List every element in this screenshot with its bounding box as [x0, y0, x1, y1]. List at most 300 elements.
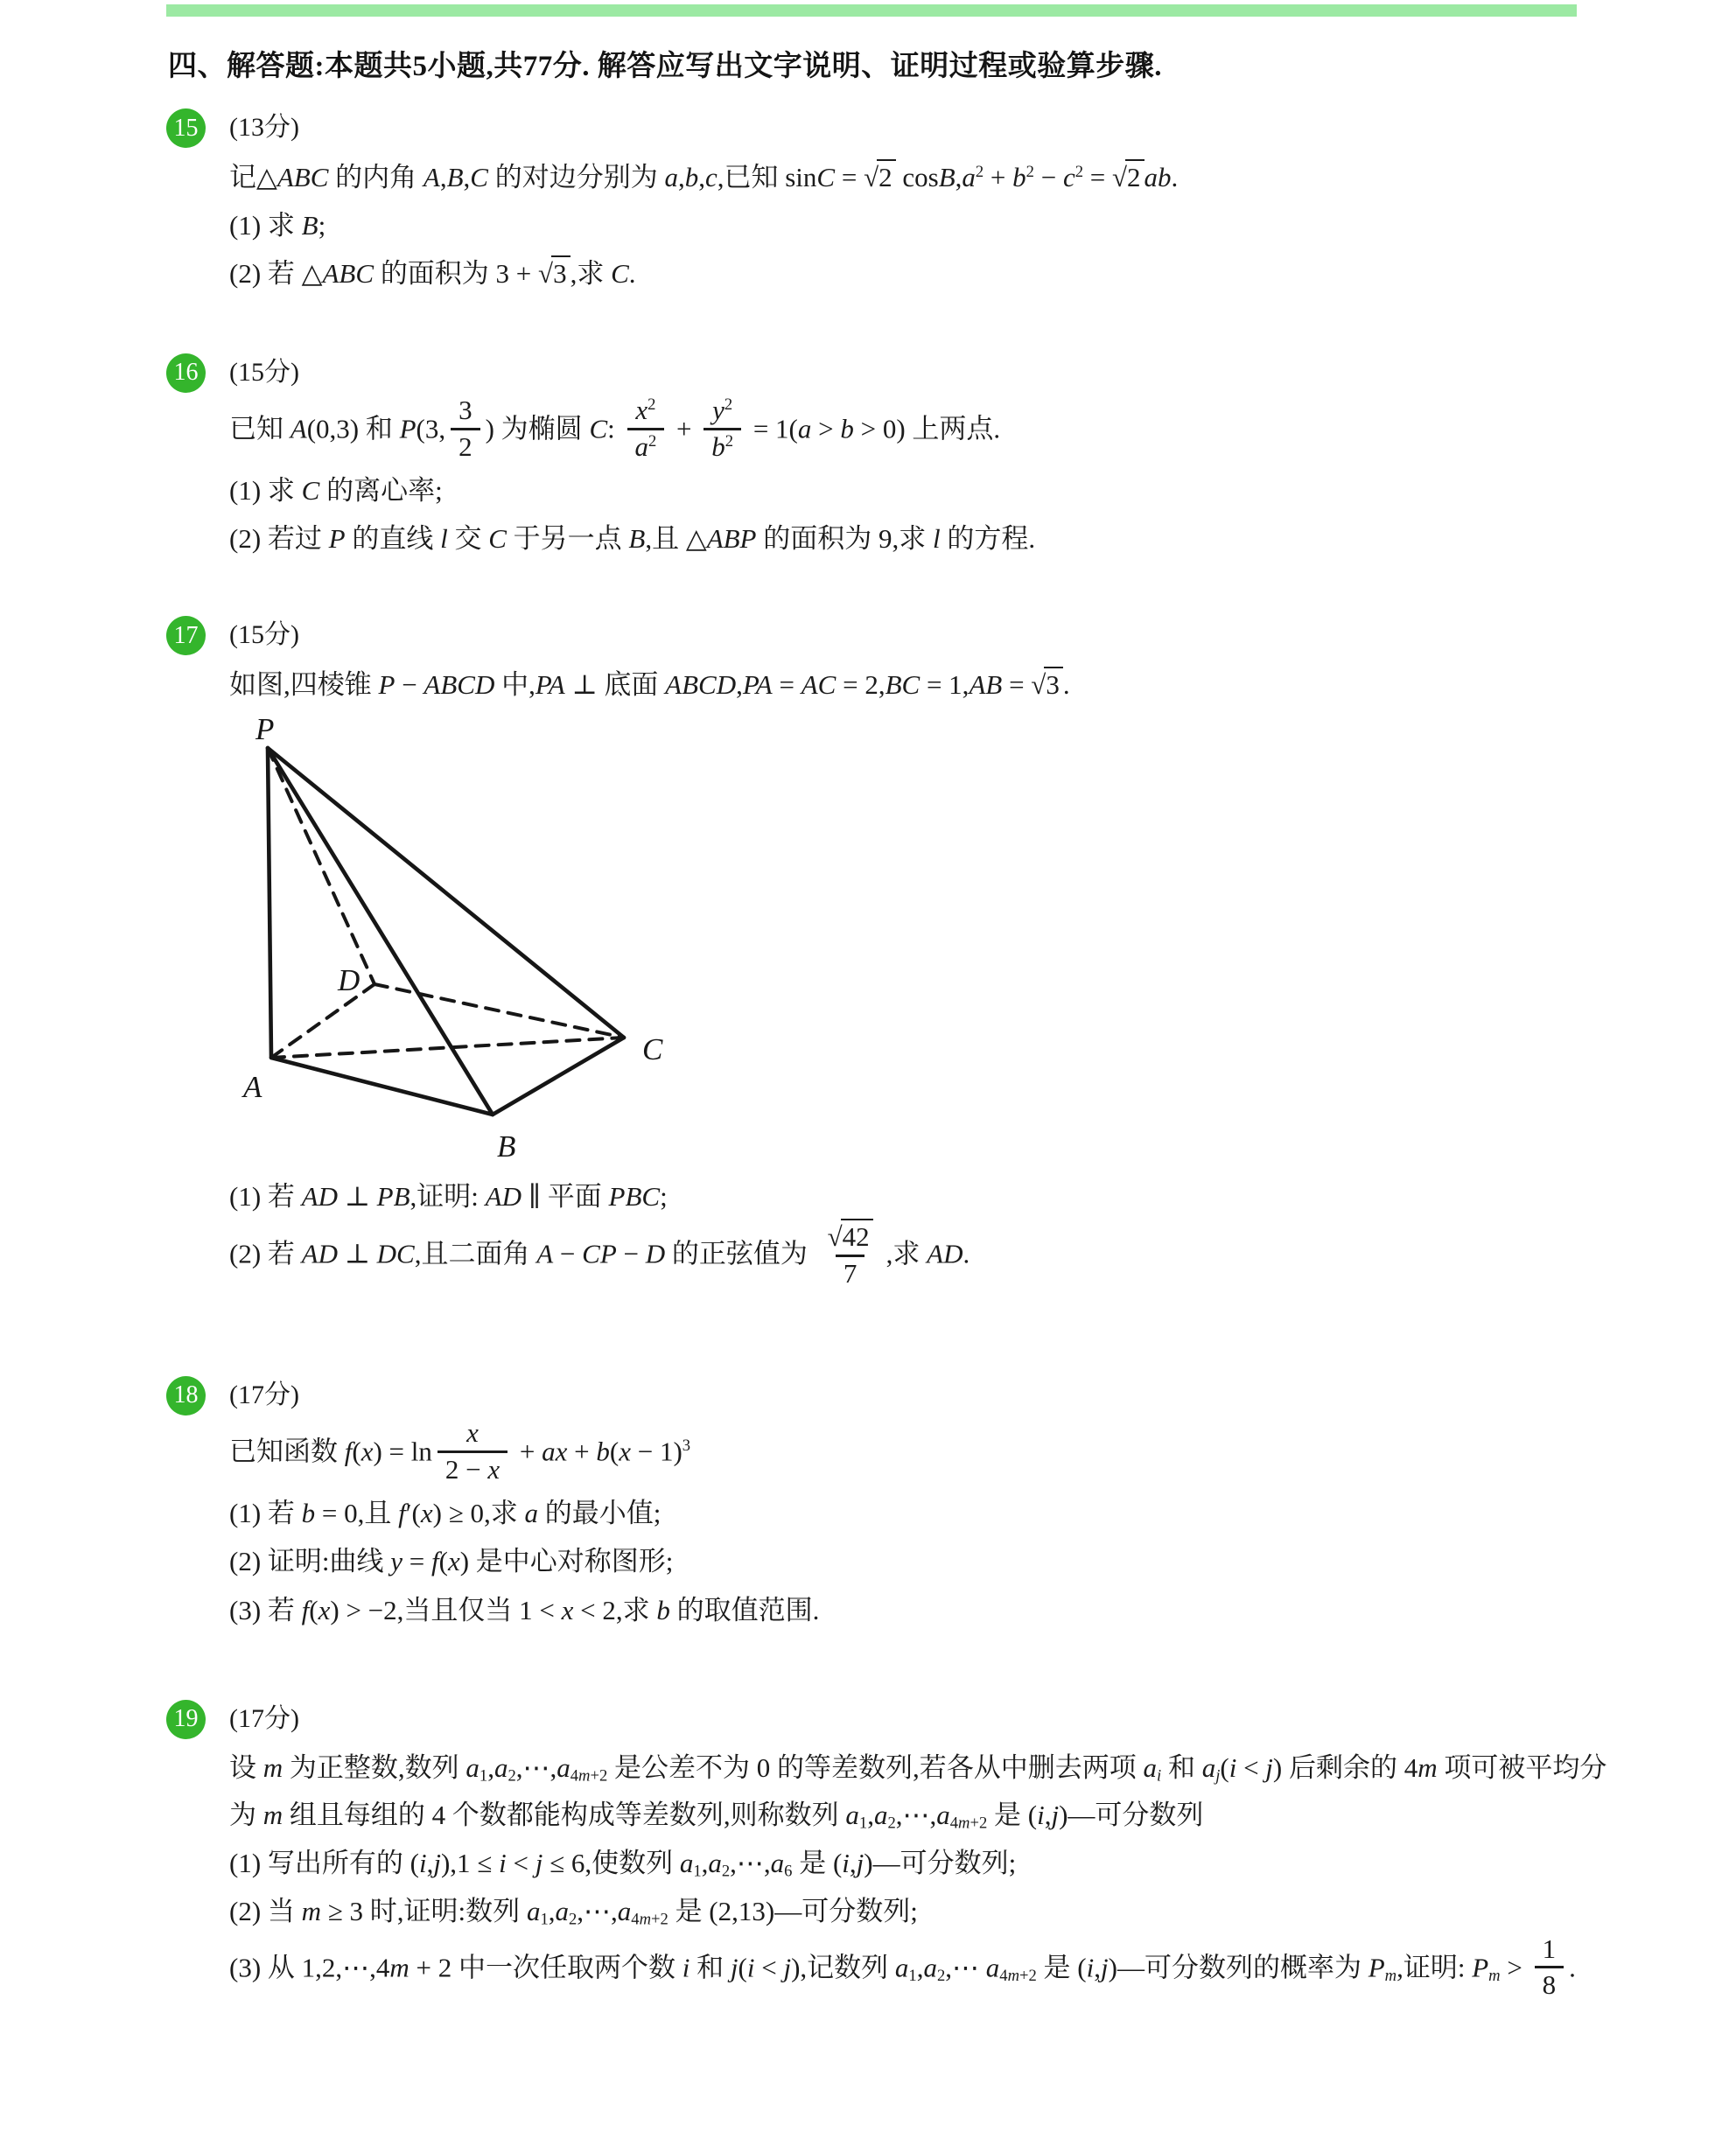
- text-run: 是 (: [792, 1848, 843, 1879]
- math-var: b: [656, 1594, 670, 1625]
- fraction-numerator: [458, 1418, 486, 1450]
- text-run: ⊥ 底面: [564, 668, 666, 700]
- text-run: 的面积为 3 +: [374, 258, 539, 290]
- math-radical: [864, 162, 896, 192]
- text-run: ,⋯,: [577, 1896, 618, 1927]
- text-run: ,: [426, 1848, 434, 1879]
- text-run: ) 后剩余: [1272, 1752, 1370, 1784]
- text-run: 已知: [229, 413, 290, 444]
- math-var: C: [589, 413, 608, 444]
- p19-part-2: [229, 1888, 1622, 1934]
- problem-content: [229, 105, 1622, 297]
- math-var: a: [526, 1896, 541, 1927]
- text-run: ,: [548, 1896, 556, 1927]
- text-run: ′(: [405, 1497, 421, 1528]
- fraction-numerator: [704, 395, 740, 428]
- text-run: 2 −: [444, 1454, 488, 1485]
- math-var: B: [301, 209, 318, 241]
- text-run: 分数列: [1122, 1799, 1204, 1830]
- fraction-numerator: [820, 1219, 881, 1255]
- math-subscript: [570, 1767, 608, 1786]
- math-var: b: [684, 161, 699, 192]
- problem-18: [166, 1373, 1736, 1633]
- math-superscript: 2: [724, 395, 733, 414]
- math-var: m: [262, 1799, 284, 1830]
- math-var: a: [556, 1752, 570, 1784]
- text-run: 是 (: [1036, 1951, 1087, 1982]
- math-var: b: [301, 1497, 316, 1528]
- p16-part-2: [229, 515, 1622, 562]
- math-var: f: [344, 1436, 353, 1467]
- vertex-label-A: A: [243, 1070, 262, 1105]
- math-var: ABCD: [665, 668, 737, 700]
- p19-part-3: [229, 1933, 1622, 2003]
- problem-19: [166, 1696, 1736, 2003]
- text-run: 4: [999, 1966, 1008, 1985]
- math-var: m: [1007, 1966, 1019, 1985]
- figure-edge-AB: [271, 1058, 493, 1115]
- math-subscript: 1: [479, 1767, 488, 1786]
- text-run: +: [513, 1436, 542, 1467]
- text-run: = 2,: [836, 668, 886, 700]
- text-run: ,: [736, 668, 743, 700]
- text-run: = 1,: [920, 668, 970, 700]
- problems-list: [166, 105, 1736, 2003]
- fraction-numerator: [1535, 1934, 1564, 1967]
- text-run: 于另一点: [506, 522, 629, 554]
- math-var: m: [1488, 1966, 1501, 1985]
- text-run: )—可: [1059, 1799, 1123, 1830]
- p15-statement: [229, 154, 1622, 200]
- math-var: j: [1265, 1752, 1273, 1784]
- text-run: +2: [651, 1910, 668, 1929]
- text-run: .: [1062, 668, 1070, 700]
- problem-17: [166, 612, 1736, 1292]
- text-run: ,: [849, 1848, 857, 1879]
- math-var: a: [923, 1951, 937, 1982]
- math-var: a: [1201, 1752, 1216, 1784]
- text-run: ,: [463, 161, 471, 192]
- text-run: < 2,求: [573, 1594, 657, 1625]
- text-run: 的方程.: [940, 522, 1036, 554]
- math-var: ax: [542, 1436, 568, 1467]
- text-run: ≤ 6,使数列: [542, 1848, 680, 1879]
- math-var: ab: [1144, 161, 1172, 192]
- text-run: +2: [1019, 1966, 1037, 1985]
- math-var: ABP: [706, 522, 757, 554]
- math-var: AD: [301, 1181, 338, 1213]
- points-label: (17分): [229, 1703, 299, 1733]
- text-run: (2) 若 △: [229, 258, 323, 290]
- math-var: b: [596, 1436, 610, 1467]
- vertex-label-P: P: [256, 715, 275, 747]
- text-run: 的直线: [345, 522, 441, 554]
- text-run: <: [754, 1951, 784, 1982]
- math-var: a: [555, 1896, 569, 1927]
- text-run: ) > −2,当且仅当 1 <: [330, 1594, 562, 1625]
- math-superscript: 2: [648, 395, 656, 414]
- figure-edge-BC: [493, 1038, 624, 1115]
- math-subscript: 2: [568, 1910, 578, 1929]
- text-run: cos: [895, 161, 939, 192]
- radicand: 3: [551, 255, 570, 290]
- math-var: m: [1384, 1966, 1397, 1985]
- math-var: j: [783, 1951, 792, 1982]
- text-run: :: [607, 413, 622, 444]
- p19-part-1: [229, 1840, 1622, 1886]
- text-run: .: [1171, 161, 1179, 192]
- math-var: a: [873, 1799, 888, 1830]
- math-subscript: 2: [936, 1966, 946, 1985]
- figure-edge-PD: [268, 748, 374, 984]
- text-run: >: [1500, 1951, 1530, 1982]
- fraction-denominator: [704, 428, 741, 463]
- math-var: j: [730, 1951, 738, 1982]
- math-var: P: [328, 522, 346, 554]
- text-run: ,: [487, 1752, 494, 1784]
- math-var: j: [1101, 1951, 1109, 1982]
- text-run: (: [309, 1594, 318, 1625]
- math-superscript: 2: [1074, 162, 1083, 181]
- p18-statement: [229, 1417, 1622, 1487]
- radical-sign-icon: √: [1111, 161, 1125, 192]
- text-run: −: [553, 1238, 583, 1269]
- text-run: ,: [1094, 1951, 1101, 1982]
- text-run: ,: [701, 1848, 709, 1879]
- text-run: .: [628, 258, 636, 290]
- math-subscript: 1: [540, 1910, 549, 1929]
- text-run: 为正整数,数列: [283, 1752, 466, 1784]
- math-var: j: [535, 1848, 543, 1879]
- text-run: ,: [867, 1799, 874, 1830]
- math-var: i: [682, 1951, 690, 1982]
- math-subscript: [999, 1967, 1037, 1985]
- text-run: (: [1220, 1752, 1229, 1784]
- math-superscript: 2: [1026, 162, 1034, 181]
- radical-sign-icon: √: [538, 258, 552, 290]
- top-accent-bar: [166, 4, 1577, 17]
- figure-edge-PA: [268, 748, 271, 1058]
- math-var: A: [423, 161, 440, 192]
- math-var: AC: [801, 668, 836, 700]
- text-run: ,求: [570, 258, 612, 290]
- text-run: (: [438, 1546, 448, 1577]
- text-run: +: [669, 413, 699, 444]
- text-run: 的离心率;: [319, 474, 443, 506]
- radicand: 42: [841, 1219, 873, 1253]
- math-var: C: [470, 161, 488, 192]
- text-run: +: [984, 161, 1013, 192]
- text-run: ,: [677, 161, 685, 192]
- figure-edge-PC: [268, 748, 624, 1038]
- text-run: ) 为椭圆: [485, 413, 590, 444]
- text-run: <: [1236, 1752, 1266, 1784]
- text-run: = 1(: [746, 413, 798, 444]
- math-var: i: [499, 1848, 507, 1879]
- text-run: ∥ 平面: [521, 1181, 609, 1213]
- math-var: x: [619, 1436, 631, 1467]
- text-run: +2: [590, 1767, 608, 1786]
- text-run: ,: [955, 161, 962, 192]
- math-var: x: [487, 1454, 500, 1485]
- text-run: (2) 当: [229, 1896, 302, 1927]
- text-run: 1: [1542, 1933, 1557, 1964]
- math-superscript: 3: [682, 1436, 691, 1456]
- math-var: l: [440, 522, 448, 554]
- section-header: 四、解答题:本题共5小题,共77分. 解答应写出文字说明、证明过程或验算步骤.: [168, 51, 1162, 82]
- text-run: 交: [447, 522, 489, 554]
- text-run: ,: [698, 161, 705, 192]
- math-var: y: [712, 395, 724, 426]
- math-superscript: 2: [724, 431, 734, 451]
- text-run: (1) 写出所有的 (: [229, 1848, 419, 1879]
- text-run: 的对边分别为: [487, 161, 665, 192]
- text-run: (2) 证明:曲线: [229, 1546, 391, 1577]
- math-subscript: 1: [693, 1862, 702, 1881]
- math-var: AB: [969, 668, 1003, 700]
- math-var: D: [645, 1238, 666, 1269]
- text-run: ,: [916, 1951, 924, 1982]
- math-var: f: [398, 1497, 406, 1528]
- math-var: m: [578, 1767, 591, 1786]
- math-subscript: 2: [508, 1767, 516, 1786]
- text-run: (1) 若: [229, 1181, 302, 1213]
- math-radical: [828, 1221, 873, 1252]
- math-var: x: [635, 395, 648, 426]
- math-var: A: [290, 413, 307, 444]
- text-run: 设: [229, 1752, 263, 1784]
- problem-number-badge: 18: [166, 1376, 206, 1416]
- math-var: a: [708, 1848, 722, 1879]
- radical-sign-icon: √: [864, 161, 878, 192]
- math-var: PA: [535, 668, 565, 700]
- p16-part-1: [229, 467, 1622, 514]
- text-run: ;: [660, 1181, 668, 1213]
- text-run: 为: [1334, 1951, 1368, 1982]
- math-var: PA: [742, 668, 773, 700]
- math-var: BC: [885, 668, 920, 700]
- text-run: 已知函数: [229, 1436, 345, 1467]
- text-run: ⊥: [337, 1181, 377, 1213]
- math-var: ABC: [322, 258, 374, 290]
- fraction-numerator: [627, 395, 663, 428]
- text-run: (: [738, 1951, 747, 1982]
- math-var: y: [390, 1546, 403, 1577]
- math-var: a: [985, 1951, 1000, 1982]
- math-subscript: 6: [784, 1862, 793, 1881]
- text-run: =: [402, 1546, 432, 1577]
- text-run: ,求: [886, 1238, 928, 1269]
- math-var: a: [634, 430, 648, 462]
- text-run: 8: [1542, 1969, 1557, 2001]
- math-subscript: 2: [721, 1862, 731, 1881]
- text-run: ),1 ≤: [440, 1848, 500, 1879]
- text-run: +2: [970, 1814, 988, 1833]
- problem-15: [166, 105, 1736, 297]
- text-run: (: [352, 1436, 361, 1467]
- text-run: )—可分数列的概率: [1108, 1951, 1334, 1982]
- problem-number-badge: 15: [166, 108, 206, 148]
- text-run: 的内角: [328, 161, 424, 192]
- math-var: f: [431, 1546, 439, 1577]
- text-run: +: [567, 1436, 597, 1467]
- text-run: 的面积为 9,求: [756, 522, 933, 554]
- vertex-label-B: B: [497, 1129, 516, 1164]
- text-run: .: [962, 1238, 970, 1269]
- text-run: 的最小值;: [537, 1497, 662, 1528]
- math-var: j: [1051, 1799, 1060, 1830]
- text-run: 记△: [229, 161, 277, 192]
- text-run: (1) 求: [229, 474, 302, 506]
- math-subscript: 1: [858, 1814, 868, 1833]
- math-fraction: [704, 395, 741, 462]
- text-run: ) 是中心对称图形;: [459, 1546, 674, 1577]
- math-radical: [1031, 669, 1063, 700]
- text-run: =: [1083, 161, 1112, 192]
- math-var: a: [770, 1848, 785, 1879]
- points-label: (15分): [229, 357, 299, 387]
- math-var: i: [1157, 1767, 1162, 1786]
- vertex-label-D: D: [338, 963, 360, 998]
- figure-edge-DC: [374, 984, 624, 1038]
- problem-content: [229, 350, 1622, 563]
- text-run: 4: [631, 1910, 640, 1929]
- math-fraction: [438, 1418, 508, 1485]
- math-var: a: [679, 1848, 694, 1879]
- text-run: ,: [1044, 1799, 1052, 1830]
- math-var: AD: [301, 1238, 338, 1269]
- text-run: 3: [458, 395, 472, 426]
- text-run: )—可分数列;: [864, 1848, 1017, 1879]
- text-run: (3) 从 1,2,⋯,4: [229, 1951, 390, 1982]
- math-var: a: [845, 1799, 859, 1830]
- p18-part-3: [229, 1587, 1622, 1633]
- math-var: ABCD: [424, 668, 495, 700]
- text-run: ;: [318, 209, 326, 241]
- math-var: a: [664, 161, 678, 192]
- math-subscript: [950, 1814, 988, 1832]
- text-run: 的正弦值为: [665, 1238, 815, 1269]
- p17-part-2: [229, 1221, 1622, 1291]
- text-run: ,⋯: [945, 1951, 986, 1982]
- math-var: P: [399, 413, 416, 444]
- text-run: ,证明:: [1396, 1951, 1473, 1982]
- pyramid-figure-container: [234, 715, 1622, 1170]
- fraction-denominator: [627, 428, 665, 463]
- math-radical: [1112, 162, 1144, 192]
- text-run: ≥ 3 时,证明:数列: [321, 1896, 527, 1927]
- text-run: (: [609, 1436, 620, 1467]
- math-var: C: [301, 474, 320, 506]
- problem-number-badge: 17: [166, 616, 206, 655]
- math-var: B: [446, 161, 464, 192]
- text-run: 7: [843, 1258, 858, 1290]
- math-var: m: [389, 1951, 410, 1982]
- text-run: 是 (: [987, 1799, 1038, 1830]
- text-run: =: [1002, 668, 1032, 700]
- math-var: c: [1062, 161, 1075, 192]
- text-run: 是公差不为 0 的等差数列,若各从中删去两项: [607, 1752, 1144, 1784]
- p16-statement: [229, 395, 1622, 465]
- problem-content: [229, 1696, 1622, 2003]
- math-var: m: [958, 1814, 970, 1833]
- math-radical: [538, 258, 570, 289]
- text-run: =: [835, 161, 864, 192]
- math-var: C: [816, 161, 836, 192]
- text-run: 中,: [494, 668, 536, 700]
- text-run: ) ≥ 0,求: [432, 1497, 525, 1528]
- math-var: j: [856, 1848, 864, 1879]
- math-var: a: [617, 1896, 632, 1927]
- math-var: B: [938, 161, 956, 192]
- fraction-denominator: [438, 1450, 508, 1485]
- math-var: i: [746, 1951, 755, 1982]
- math-var: a: [894, 1951, 909, 1982]
- math-var: a: [524, 1497, 538, 1528]
- text-run: 4: [949, 1814, 959, 1833]
- text-run: ,⋯,: [730, 1848, 771, 1879]
- radicand: 2: [877, 159, 896, 193]
- math-var: P: [1472, 1951, 1489, 1982]
- math-var: x: [466, 1417, 479, 1449]
- radicand: 2: [1125, 159, 1144, 193]
- math-var: b: [711, 430, 725, 462]
- points-label: (17分): [229, 1380, 299, 1409]
- math-var: j: [433, 1848, 441, 1879]
- math-var: m: [301, 1896, 322, 1927]
- text-run: ,证明:: [410, 1181, 486, 1213]
- math-var: j: [1215, 1767, 1221, 1786]
- math-var: DC: [376, 1238, 415, 1269]
- math-var: b: [1012, 161, 1026, 192]
- text-run: ⊥: [337, 1238, 377, 1269]
- vertex-label-C: C: [642, 1032, 663, 1067]
- problem-number-badge: 19: [166, 1700, 206, 1739]
- math-var: b: [840, 413, 854, 444]
- math-var: AD: [927, 1238, 963, 1269]
- math-fraction: [820, 1219, 881, 1289]
- text-run: ,: [439, 161, 447, 192]
- math-var: C: [611, 258, 629, 290]
- fraction-numerator: [451, 395, 480, 428]
- math-var: a: [962, 161, 976, 192]
- text-run: −: [1033, 161, 1063, 192]
- p17-statement: [229, 661, 1622, 708]
- math-subscript: 2: [887, 1814, 896, 1833]
- fraction-denominator: [836, 1255, 865, 1290]
- p19-statement: [229, 1744, 1622, 1838]
- radical-sign-icon: √: [1031, 668, 1045, 700]
- problem-16: [166, 350, 1736, 563]
- text-run: ) = ln: [373, 1436, 432, 1467]
- p15-part-1: [229, 202, 1622, 248]
- text-run: 是 (2,13)—可分数列;: [668, 1896, 918, 1927]
- text-run: 的取值范围.: [669, 1594, 820, 1625]
- text-run: − 1): [630, 1436, 682, 1467]
- math-var: i: [418, 1848, 427, 1879]
- math-var: PBC: [608, 1181, 661, 1213]
- text-run: .: [1569, 1951, 1576, 1982]
- math-var: a: [494, 1752, 508, 1784]
- math-superscript: 2: [648, 431, 657, 451]
- text-run: (3) 若: [229, 1594, 302, 1625]
- problem-content: [229, 612, 1622, 1292]
- points-label: (15分): [229, 620, 299, 650]
- math-fraction: [627, 395, 665, 462]
- math-var: i: [1037, 1799, 1045, 1830]
- fraction-denominator: [1535, 1966, 1564, 2001]
- text-run: (2) 若: [229, 1238, 302, 1269]
